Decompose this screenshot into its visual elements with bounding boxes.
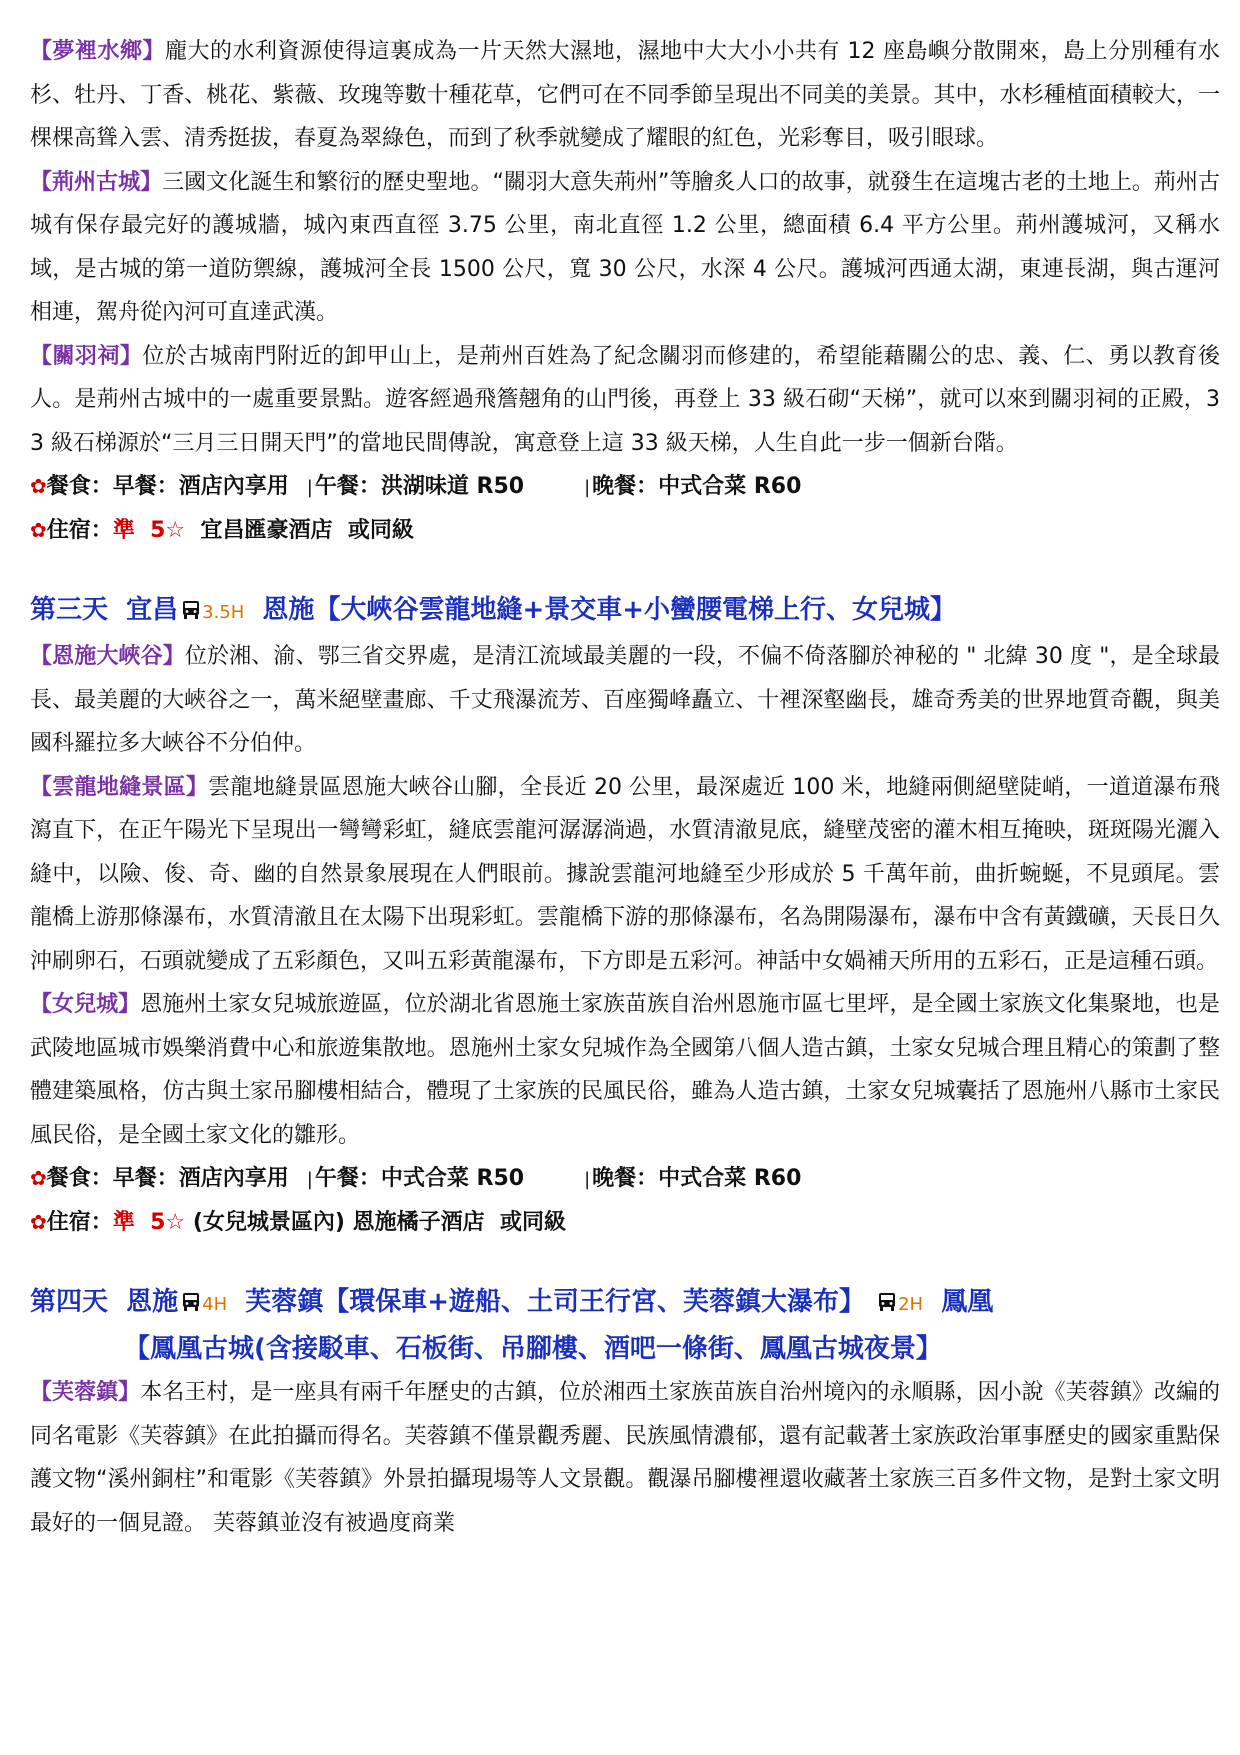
day3-title bbox=[30, 588, 1220, 635]
hotel-star: 5☆ bbox=[150, 1210, 186, 1235]
meal-breakfast: 早餐：酒店內享用 bbox=[112, 474, 289, 499]
spot-text: 本名王村，是一座具有兩千年歷史的古鎮，位於湘西土家族苗族自治州境內的永順縣，因小說《芙蓉鎮》改編的同名電影《芙蓉鎮》在此拍攝而得名。芙蓉鎮不僅景觀秀麗、民族風情濃郁，還有記載著土家族政治軍事歷史的國家重點保護文物“溪州銅柱”和電影《芙蓉鎮》外景拍攝現場等人文景觀。觀瀑吊腳樓裡還收藏著土家族三百多件文物，是對土家文明最好的一個見證。 芙蓉鎮並沒有被過度商業 bbox=[30, 1380, 1220, 1536]
day-to: 鳳凰 bbox=[941, 1287, 994, 1317]
meal-dinner: 晚餐：中式合菜 R60 bbox=[592, 1166, 802, 1191]
spot-text: 恩施州土家女兒城旅遊區，位於湖北省恩施土家族苗族自治州恩施市區七里坪，是全國土家族文化集聚地，也是武陵地區城市娛樂消費中心和旅遊集散地。恩施州土家女兒城作為全國第八個人造古鎮，土家女兒城合理且精心的策劃了整體建築風格，仿古與土家吊腳樓相結合，體現了土家族的民風民俗，雖為人造古鎮，土家女兒城囊括了恩施州八縣市土家民風民俗，是全國土家文化的雛形。 bbox=[30, 992, 1220, 1148]
paragraph-jingzhou bbox=[30, 161, 1220, 335]
bus-icon bbox=[182, 600, 200, 620]
bus-icon bbox=[182, 1292, 200, 1312]
meal-separator: | bbox=[584, 1169, 591, 1190]
spot-text: 龐大的水利資源使得這裏成為一片天然大濕地，濕地中大大小小共有 12 座島嶼分散開來，島上分別種有水杉、牡丹、丁香、桃花、紫薇、玫瑰等數十種花草，它們可在不同季節呈現出不同美的美景。其中，水杉種植面積較大，一棵棵高聳入雲、清秀挺拔，春夏為翠綠色，而到了秋季就變成了耀眼的紅色，光彩奪目，吸引眼球。 bbox=[30, 39, 1220, 151]
hotel-day2 bbox=[30, 509, 1220, 552]
meals-prefix: 餐食： bbox=[46, 474, 113, 499]
spot-text: 三國文化誕生和繁衍的歷史聖地。“關羽大意失荊州”等膾炙人口的故事，就發生在這塊古老的土地上。荊州古城有保存最完好的護城牆，城內東西直徑 3.75 公里，南北直徑 1.2 公里，總面積 6.4 平方公里。荊州護城河，又稱水域，是古城的第一道防禦線，護城河全長 1500 公尺，寬 30 公尺，水深 4 公尺。護城河西通太湖，東連長湖，與古運河相連，駕舟從內河可直達武漢。 bbox=[30, 169, 1220, 325]
hotel-prefix: 住宿： bbox=[46, 518, 113, 543]
hotel-alt: 或同級 bbox=[347, 518, 414, 543]
flower-icon: ✿ bbox=[30, 518, 47, 542]
spot-label: 【芙蓉鎮】 bbox=[30, 1380, 141, 1405]
spot-label: 【女兒城】 bbox=[30, 992, 141, 1017]
flower-icon: ✿ bbox=[30, 474, 47, 498]
hotel-prefix: 住宿： bbox=[46, 1210, 113, 1235]
travel-duration: 2H bbox=[898, 1294, 924, 1315]
spot-label: 【恩施大峽谷】 bbox=[30, 644, 185, 669]
day-to: 恩施 bbox=[262, 595, 315, 625]
hotel-name: (女兒城景區內) 恩施橘子酒店 bbox=[192, 1210, 485, 1235]
day-number: 第三天 bbox=[30, 595, 109, 625]
meal-breakfast: 早餐：酒店內享用 bbox=[112, 1166, 289, 1191]
spot-label: 【夢裡水鄉】 bbox=[30, 39, 166, 64]
day-from: 恩施 bbox=[126, 1287, 179, 1317]
spot-text: 雲龍地縫景區恩施大峽谷山腳，全長近 20 公里，最深處近 100 米，地縫兩側絕壁陡峭，一道道瀑布飛瀉直下，在正午陽光下呈現出一彎彎彩虹，縫底雲龍河潺潺淌過，水質清澈見底，縫壁茂密的灌木相互掩映，斑斑陽光灑入縫中，以險、俊、奇、幽的自然景象展現在人們眼前。據說雲龍河地縫至少形成於 5 千萬年前，曲折蜿蜒，不見頭尾。雲龍橋上游那條瀑布，水質清澈且在太陽下出現彩虹。雲龍橋下游的那條瀑布，名為開陽瀑布，瀑布中含有黃鐵礦，天長日久沖刷卵石，石頭就變成了五彩顏色，又叫五彩黃龍瀑布，下方即是五彩河。神話中女媧補天所用的五彩石，正是這種石頭。 bbox=[30, 774, 1220, 974]
meals-day2 bbox=[30, 465, 1220, 509]
paragraph-daxiagu bbox=[30, 635, 1220, 766]
hotel-grade: 準 bbox=[112, 1210, 135, 1235]
meal-separator: | bbox=[306, 477, 313, 498]
meal-dinner: 晚餐：中式合菜 R60 bbox=[592, 474, 802, 499]
travel-duration: 3.5H bbox=[202, 602, 245, 623]
spot-text: 位於湘、渝、鄂三省交界處，是清江流域最美麗的一段，不偏不倚落腳於神秘的 " 北緯 30 度 "，是全球最長、最美麗的大峽谷之一，萬米絕壁畫廊、千丈飛瀑流芳、百座獨峰矗立、十裡深壑幽長，雄奇秀美的世界地質奇觀，與美國科羅拉多大峽谷不分伯仲。 bbox=[30, 644, 1220, 756]
day4-subtitle bbox=[30, 1327, 1220, 1371]
day4-title bbox=[30, 1280, 1220, 1327]
hotel-alt: 或同級 bbox=[499, 1210, 566, 1235]
day-number: 第四天 bbox=[30, 1287, 109, 1317]
spot-label: 【荊州古城】 bbox=[30, 169, 163, 195]
meal-lunch: 午餐：洪湖味道 R50 bbox=[314, 474, 525, 499]
spot-label: 【雲龍地縫景區】 bbox=[30, 774, 209, 800]
day-to: 芙蓉鎮【環保車+遊船、土司王行宮、芙蓉鎮大瀑布】 bbox=[245, 1287, 866, 1317]
hotel-grade: 準 bbox=[112, 518, 135, 543]
day-detail: 【鳳凰古城(含接駁車、石板街、吊腳樓、酒吧一條街、鳳凰古城夜景】 bbox=[124, 1334, 942, 1364]
paragraph-nuercheng bbox=[30, 983, 1220, 1157]
paragraph-yunlong bbox=[30, 766, 1220, 984]
meal-separator: | bbox=[306, 1169, 313, 1190]
spot-label: 【關羽祠】 bbox=[30, 343, 143, 369]
meal-separator: | bbox=[584, 477, 591, 498]
bus-icon bbox=[878, 1292, 896, 1312]
travel-duration: 4H bbox=[202, 1294, 228, 1315]
hotel-star: 5☆ bbox=[150, 518, 186, 543]
meals-prefix: 餐食： bbox=[46, 1166, 113, 1191]
spot-text: 位於古城南門附近的卸甲山上，是荊州百姓為了紀念關羽而修建的，希望能藉關公的忠、義、仁、勇以教育後人。是荊州古城中的一處重要景點。遊客經過飛簷翹角的山門後，再登上 33 級石砌“天梯”，就可以來到關羽祠的正殿，33 級石梯源於“三月三日開天門”的當地民間傳說，寓意登上這 33 級天梯，人生自此一步一個新台階。 bbox=[30, 343, 1220, 456]
day-from: 宜昌 bbox=[126, 595, 179, 625]
hotel-name: 宜昌匯豪酒店 bbox=[200, 518, 333, 543]
meals-day3 bbox=[30, 1157, 1220, 1201]
meal-lunch: 午餐：中式合菜 R50 bbox=[314, 1166, 525, 1191]
hotel-day3 bbox=[30, 1201, 1220, 1244]
day-detail: 【大峽谷雲龍地縫+景交車+小蠻腰電梯上行、女兒城】 bbox=[314, 595, 957, 625]
paragraph-mengli bbox=[30, 30, 1220, 161]
paragraph-guanyu bbox=[30, 335, 1220, 466]
flower-icon: ✿ bbox=[30, 1210, 47, 1234]
flower-icon: ✿ bbox=[30, 1166, 47, 1190]
paragraph-furong bbox=[30, 1371, 1220, 1545]
